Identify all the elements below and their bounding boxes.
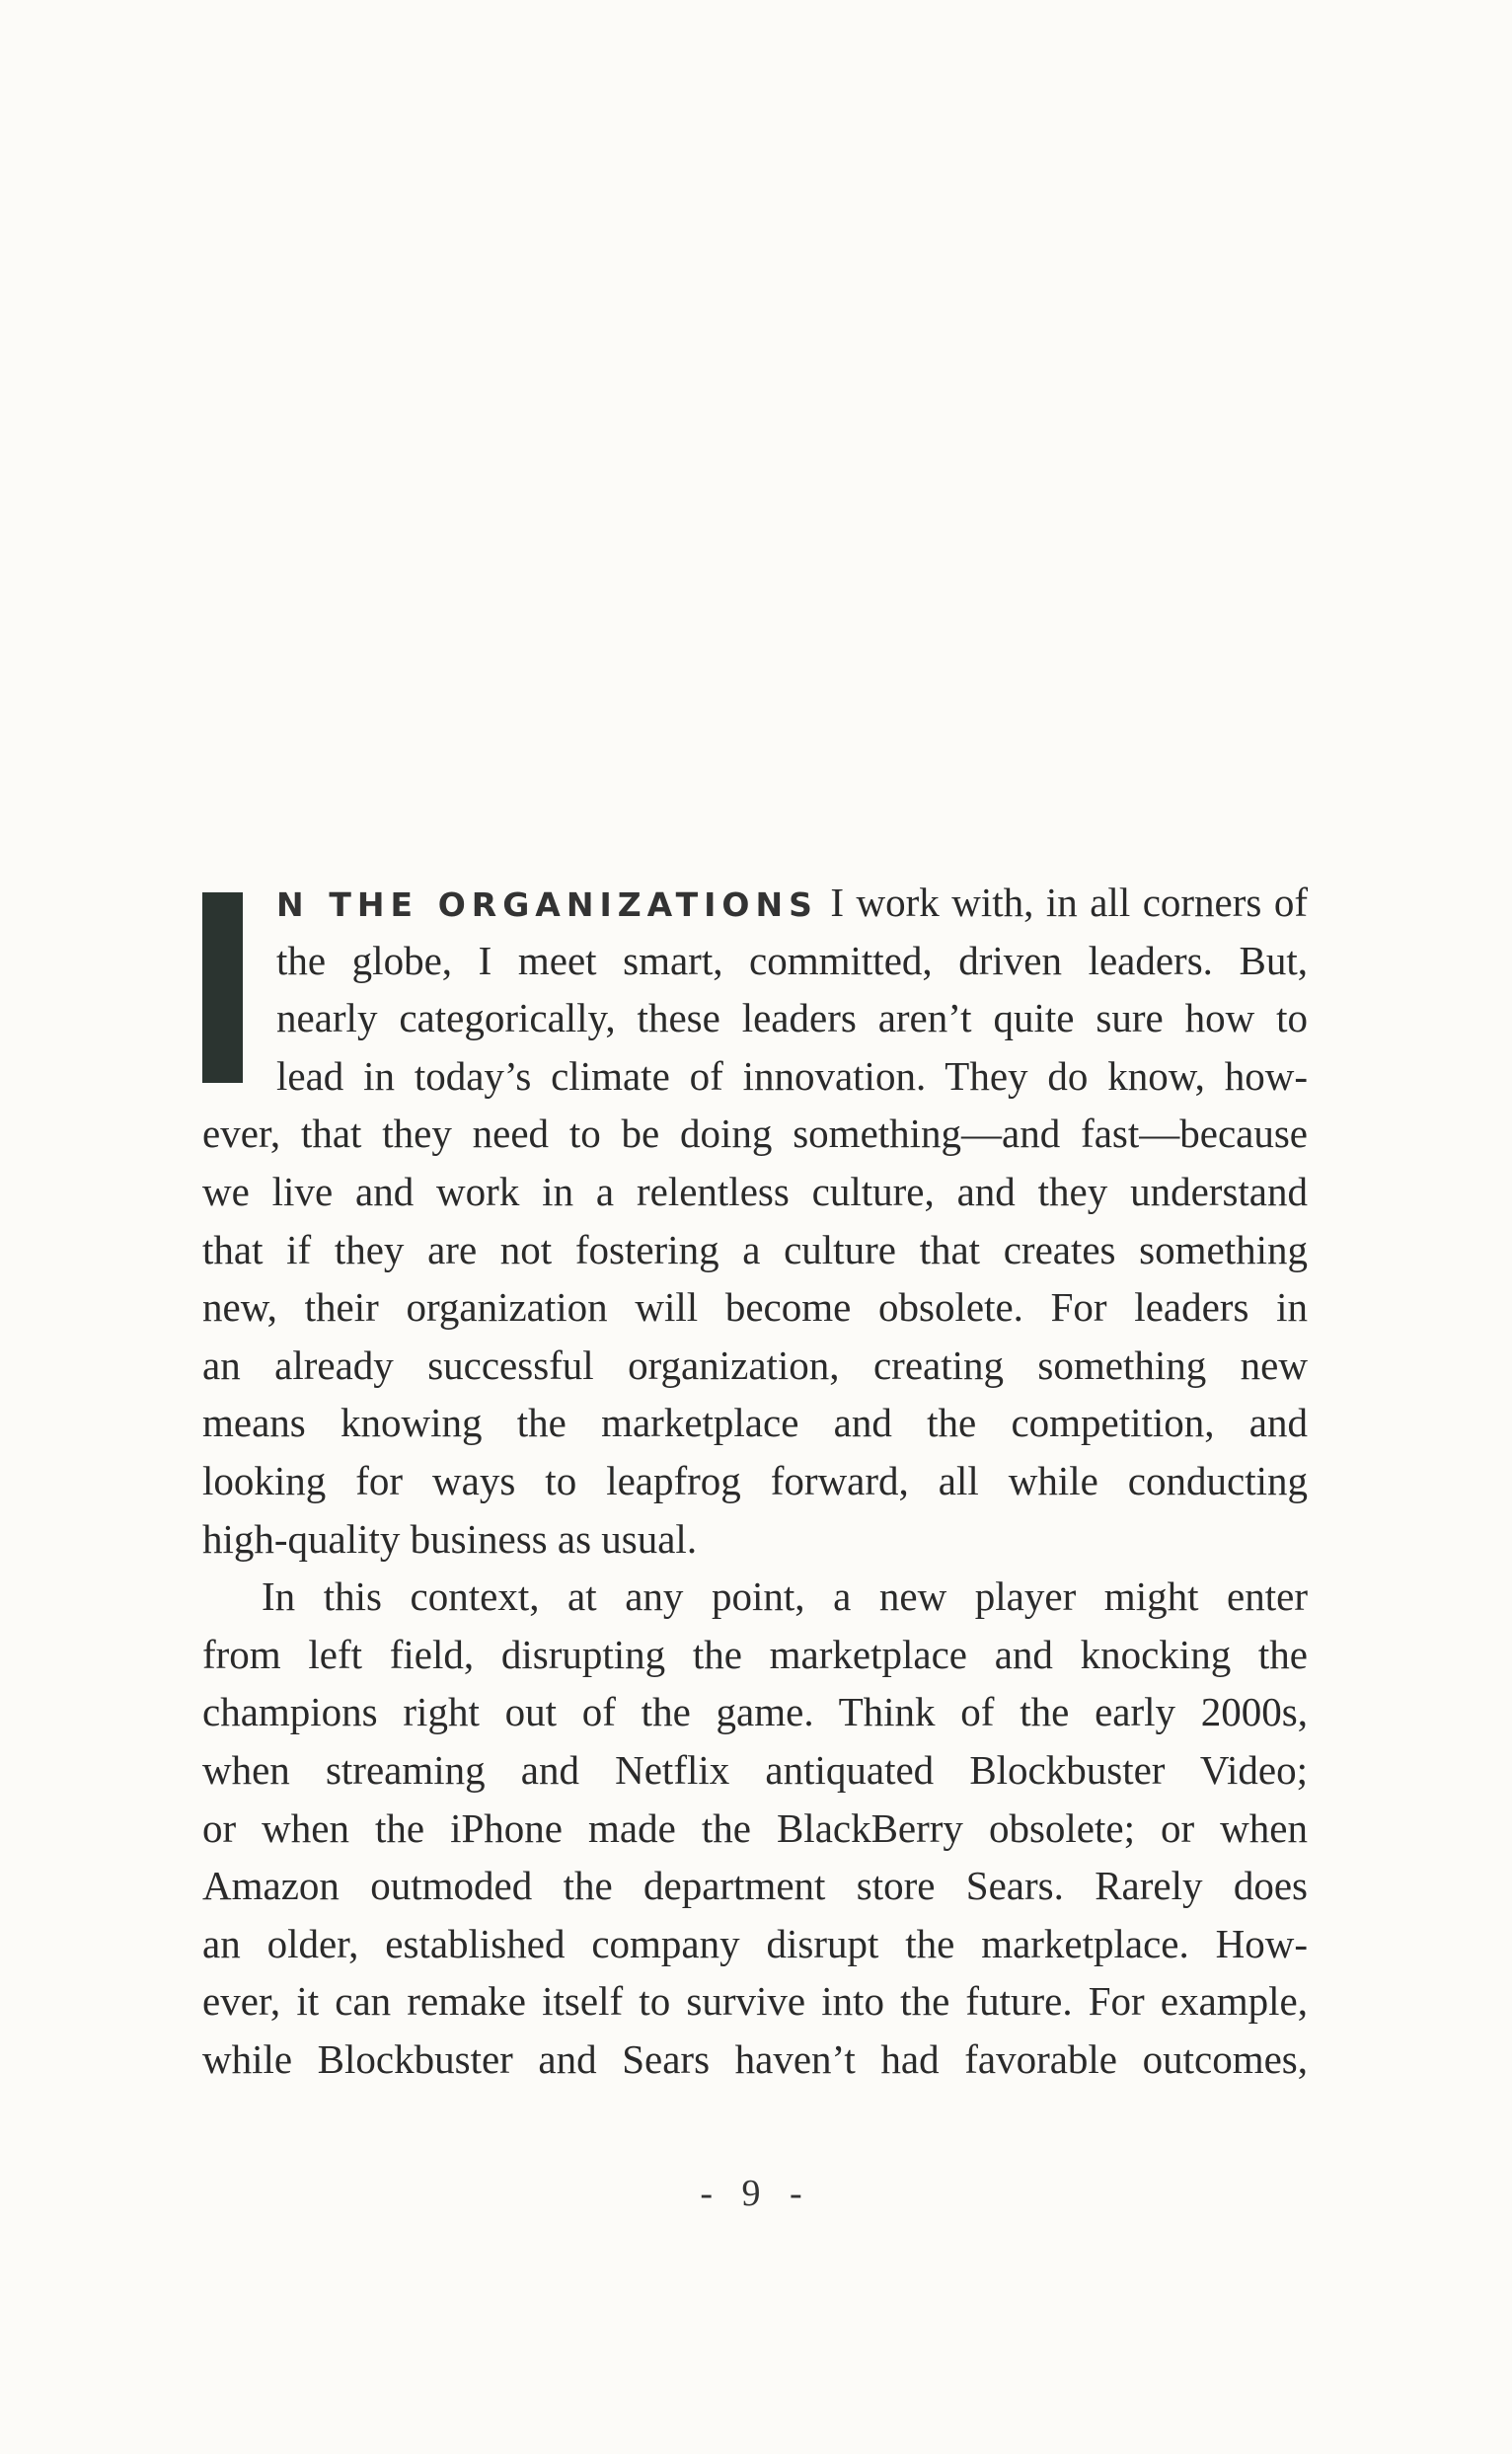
text-line: In this context, at any point, a new player might enter	[262, 1573, 1308, 1620]
page-number: - 9 -	[700, 2173, 812, 2214]
text-line: nearly categorically, these leaders aren’t quite sure how to	[276, 995, 1308, 1041]
text-line: when streaming and Netflix antiquated Blockbuster Video;	[202, 1746, 1308, 1793]
text-line: from left field, disrupting the marketplace and knocking the	[202, 1631, 1308, 1677]
lead-in-smallcaps: N THE ORGANIZATIONS	[276, 885, 818, 924]
text-line: Amazon outmoded the department store Sears. Rarely does	[202, 1863, 1308, 1909]
text-line: that if they are not fostering a culture that creates something	[202, 1226, 1308, 1272]
body-text	[202, 874, 1308, 2088]
text-line: ever, it can remake itself to survive into the future. For example,	[202, 1978, 1308, 2025]
text-line: means knowing the marketplace and the competition, and	[202, 1400, 1308, 1446]
text-line: an already successful organization, creating something new	[202, 1342, 1308, 1388]
text-line: or when the iPhone made the BlackBerry obsolete; or when	[202, 1804, 1308, 1851]
line-text: I work with, in all corners of	[817, 880, 1308, 925]
text-line: champions right out of the game. Think of the early 2000s,	[202, 1689, 1308, 1735]
text-line: looking for ways to leapfrog forward, all while conducting	[202, 1457, 1308, 1503]
text-line: while Blockbuster and Sears haven’t had favorable outcomes,	[202, 2035, 1308, 2082]
text-line: an older, established company disrupt the marketplace. How-	[202, 1920, 1308, 1966]
text-line: high-quality business as usual.	[202, 1515, 698, 1562]
text-line: lead in today’s climate of innovation. They do know, how-	[276, 1052, 1308, 1099]
text-line: ever, that they need to be doing something—and fast—because	[202, 1111, 1308, 1157]
text-line: we live and work in a relentless culture, and they understand	[202, 1168, 1308, 1214]
text-line: the globe, I meet smart, committed, driven leaders. But,	[276, 937, 1308, 983]
text-line	[202, 874, 1308, 932]
text-line: new, their organization will become obsolete. For leaders in	[202, 1284, 1308, 1331]
